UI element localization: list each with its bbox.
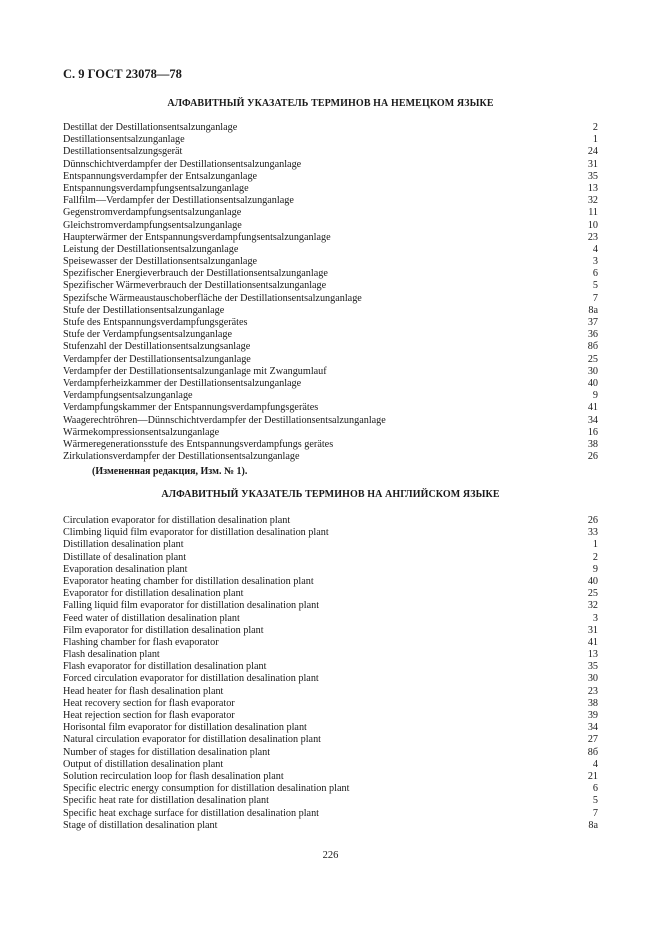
index-entry [63,783,598,795]
index-term-number: 40 [587,575,598,587]
index-term-number: 25 [587,588,598,600]
index-term-number: 38 [587,438,598,450]
index-term: Haupterwärmer der Entspannungsverdampfungsentsalzunganlage [63,231,331,243]
index-entry [63,673,598,685]
index-term: Gegenstromverdampfungsentsalzunganlage [63,207,242,219]
index-entry [63,527,598,539]
index-term-number: 35 [587,170,598,182]
index-entry [63,795,598,807]
index-term-number: 5 [592,280,598,292]
index-term-number: 30 [587,673,598,685]
index-term: Destillationsentsalzungsgerät [63,146,183,158]
index-entry [63,390,598,402]
index-term-number: 26 [587,515,598,526]
index-term-number: 23 [587,231,598,243]
index-entry [63,710,598,722]
index-entry [63,439,598,451]
index-term: Spezifischer Energieverbrauch der Destillationsentsalzunganlage [63,268,328,280]
index-entry [63,134,598,146]
index-term: Stufe des Entspannungsverdampfungsgerätes [63,317,248,328]
index-term: Verdampfungsentsalzunganlage [63,390,193,402]
index-term-number: 41 [587,402,598,414]
index-entry [63,341,598,353]
page-header: С. 9 ГОСТ 23078—78 [63,67,182,81]
index-term-number: 11 [588,207,598,219]
index-term-number: 8б [587,746,598,758]
index-entry [63,268,598,280]
index-term: Feed water of distillation desalination plant [63,612,240,624]
index-term-number: 6 [592,268,598,280]
index-entry [63,232,598,244]
index-entry [63,195,598,207]
index-entry [63,293,598,305]
index-term: Evaporator heating chamber for distillation desalination plant [63,575,314,587]
index-entry [63,244,598,256]
index-term: Specific electric energy consumption for distillation desalination plant [63,783,350,795]
index-term: Dünnschichtverdampfer der Destillationsentsalzunganlage [63,158,302,170]
index-term: Entspannungsverdampfer der Entsalzunganlage [63,170,258,182]
index-entry [63,366,598,378]
index-entry [63,280,598,292]
index-entry [63,159,598,171]
english-index-title: АЛФАВИТНЫЙ УКАЗАТЕЛЬ ТЕРМИНОВ НА АНГЛИЙСКОМ ЯЗЫКЕ [161,489,500,500]
index-term: Climbing liquid film evaporator for distillation desalination plant [63,527,329,539]
index-entry [63,722,598,734]
index-term-number: 38 [587,697,598,709]
index-term: Speisewasser der Destillationsentsalzunganlage [63,256,258,268]
index-term-number: 8a [588,819,598,831]
index-entry [63,637,598,649]
index-entry [63,451,598,463]
index-term-number: 31 [587,624,598,636]
index-term-number: 40 [587,377,598,389]
index-term-number: 4 [592,243,598,255]
index-term-number: 39 [587,710,598,721]
index-term-number: 31 [587,158,598,170]
index-term: Wärmeregenerationsstufe des Entspannungsverdampfungs gerätes [63,438,334,450]
index-term-number: 6 [592,783,598,795]
index-term: Number of stages for distillation desalination plant [63,746,271,758]
index-term-number: 3 [592,612,598,624]
index-term-number: 13 [587,182,598,194]
index-term: Wärmekompressionsentsalzunganlage [63,426,220,438]
index-term: Falling liquid film evaporator for distillation desalination plant [63,600,320,612]
index-term: Specific heat exchage surface for distillation desalination plant [63,807,320,819]
index-entry [63,588,598,600]
index-term-number: 2 [592,122,598,133]
english-term-list [63,515,598,832]
index-term-number: 36 [587,329,598,341]
index-entry [63,734,598,746]
index-term: Evaporator for distillation desalination plant [63,588,244,600]
index-entry [63,427,598,439]
index-term: Verdampfungskammer der Entspannungsverdampfungsgerätes [63,402,319,414]
index-term-number: 2 [592,551,598,563]
index-term: Heat rejection section for flash evaporator [63,710,235,721]
index-term-number: 7 [592,807,598,819]
index-entry [63,600,598,612]
index-term-number: 10 [587,219,598,231]
index-entry [63,771,598,783]
index-term-number: 32 [587,195,598,207]
index-term: Circulation evaporator for distillation desalination plant [63,515,291,526]
index-term: Flashing chamber for flash evaporator [63,636,219,648]
index-term: Stufenzahl der Destillationsentsalzungsanlage [63,341,251,353]
index-entry [63,625,598,637]
index-term-number: 8б [587,341,598,353]
index-term-number: 24 [587,146,598,158]
german-term-list [63,122,598,463]
index-term: Heat recovery section for flash evaporator [63,697,235,709]
index-entry [63,256,598,268]
index-term-number: 34 [587,414,598,426]
index-term-number: 33 [587,527,598,539]
index-entry [63,183,598,195]
index-entry [63,686,598,698]
page-number: 226 [322,850,339,861]
index-term-number: 1 [592,539,598,551]
index-term-number: 9 [592,563,598,575]
index-term: Verdampfer der Destillationsentsalzunganlage [63,353,251,365]
index-term-number: 13 [587,649,598,661]
index-entry [63,207,598,219]
index-entry [63,171,598,183]
index-entry [63,808,598,820]
index-entry [63,552,598,564]
index-entry [63,747,598,759]
index-term: Spezifsche Wärmeaustauschoberfläche der Destillationsentsalzunganlage [63,292,362,304]
index-term: Stufe der Verdampfungsentsalzunganlage [63,329,232,341]
index-entry [63,698,598,710]
index-entry [63,402,598,414]
index-term: Natural circulation evaporator for distillation desalination plant [63,734,322,746]
index-term: Solution recirculation loop for flash desalination plant [63,770,284,782]
index-term: Evaporation desalination plant [63,563,188,575]
index-entry [63,317,598,329]
index-term: Verdampferheizkammer der Destillationsentsalzunganlage [63,377,302,389]
index-term: Flash evaporator for distillation desalination plant [63,661,267,673]
index-term-number: 8a [588,304,598,316]
index-term-number: 32 [587,600,598,612]
index-entry [63,515,598,527]
index-term-number: 34 [587,722,598,734]
index-term: Specific heat rate for distillation desalination plant [63,795,269,807]
index-entry [63,122,598,134]
index-term-number: 21 [587,770,598,782]
index-term: Stufe der Destillationsentsalzunganlage [63,304,225,316]
index-entry [63,613,598,625]
index-term: Forced circulation evaporator for distillation desalination plant [63,673,319,685]
index-term-number: 30 [587,365,598,377]
index-term-number: 1 [592,134,598,146]
index-term: Flash desalination plant [63,649,160,661]
index-entry [63,220,598,232]
index-entry [63,305,598,317]
index-term: Stage of distillation desalination plant [63,819,218,831]
index-term: Head heater for flash desalination plant [63,685,224,697]
index-term-number: 23 [587,685,598,697]
index-term: Entspannungsverdampfungsentsalzunganlage [63,182,249,194]
index-entry [63,759,598,771]
index-term-number: 7 [592,292,598,304]
index-term-number: 4 [592,758,598,770]
index-entry [63,329,598,341]
index-term: Output of distillation desalination plant [63,758,224,770]
index-entry [63,661,598,673]
index-entry [63,820,598,832]
index-term: Destillationsentsalzunganlage [63,134,185,146]
german-index-title: АЛФАВИТНЫЙ УКАЗАТЕЛЬ ТЕРМИНОВ НА НЕМЕЦКОМ ЯЗЫКЕ [167,98,494,109]
index-entry [63,378,598,390]
index-term-number: 41 [587,636,598,648]
index-term: Gleichstromverdampfungsentsalzunganlage [63,219,242,231]
index-term: Leistung der Destillationsentsalzunganlage [63,243,239,255]
index-term: Destillat der Destillationsentsalzunganlage [63,122,238,133]
index-term-number: 16 [587,426,598,438]
index-entry [63,354,598,366]
index-term: Distillation desalination plant [63,539,184,551]
index-entry [63,146,598,158]
index-term: Waagerechtröhren—Dünnschichtverdampfer der Destillationsentsalzunganlage [63,414,386,426]
index-term: Distillate of desalination plant [63,551,187,563]
index-term-number: 37 [587,317,598,328]
index-term-number: 3 [592,256,598,268]
index-entry [63,576,598,588]
index-term-number: 35 [587,661,598,673]
index-term: Zirkulationsverdampfer der Destillationsentsalzunganlage [63,451,300,463]
index-term-number: 9 [592,390,598,402]
index-entry [63,539,598,551]
index-term-number: 25 [587,353,598,365]
index-entry [63,649,598,661]
index-term-number: 26 [587,451,598,463]
index-entry [63,415,598,427]
index-term: Spezifischer Wärmeverbrauch der Destillationsentsalzunganlage [63,280,327,292]
index-entry [63,564,598,576]
index-term-number: 27 [587,734,598,746]
index-term: Verdampfer der Destillationsentsalzunganlage mit Zwangumlauf [63,365,327,377]
index-term: Film evaporator for distillation desalination plant [63,624,264,636]
index-term: Horisontal film evaporator for distillation desalination plant [63,722,307,734]
index-term: Fallfilm—Verdampfer der Destillationsentsalzunganlage [63,195,294,207]
revision-note: (Измененная редакция, Изм. № 1). [92,466,248,477]
index-term-number: 5 [592,795,598,807]
